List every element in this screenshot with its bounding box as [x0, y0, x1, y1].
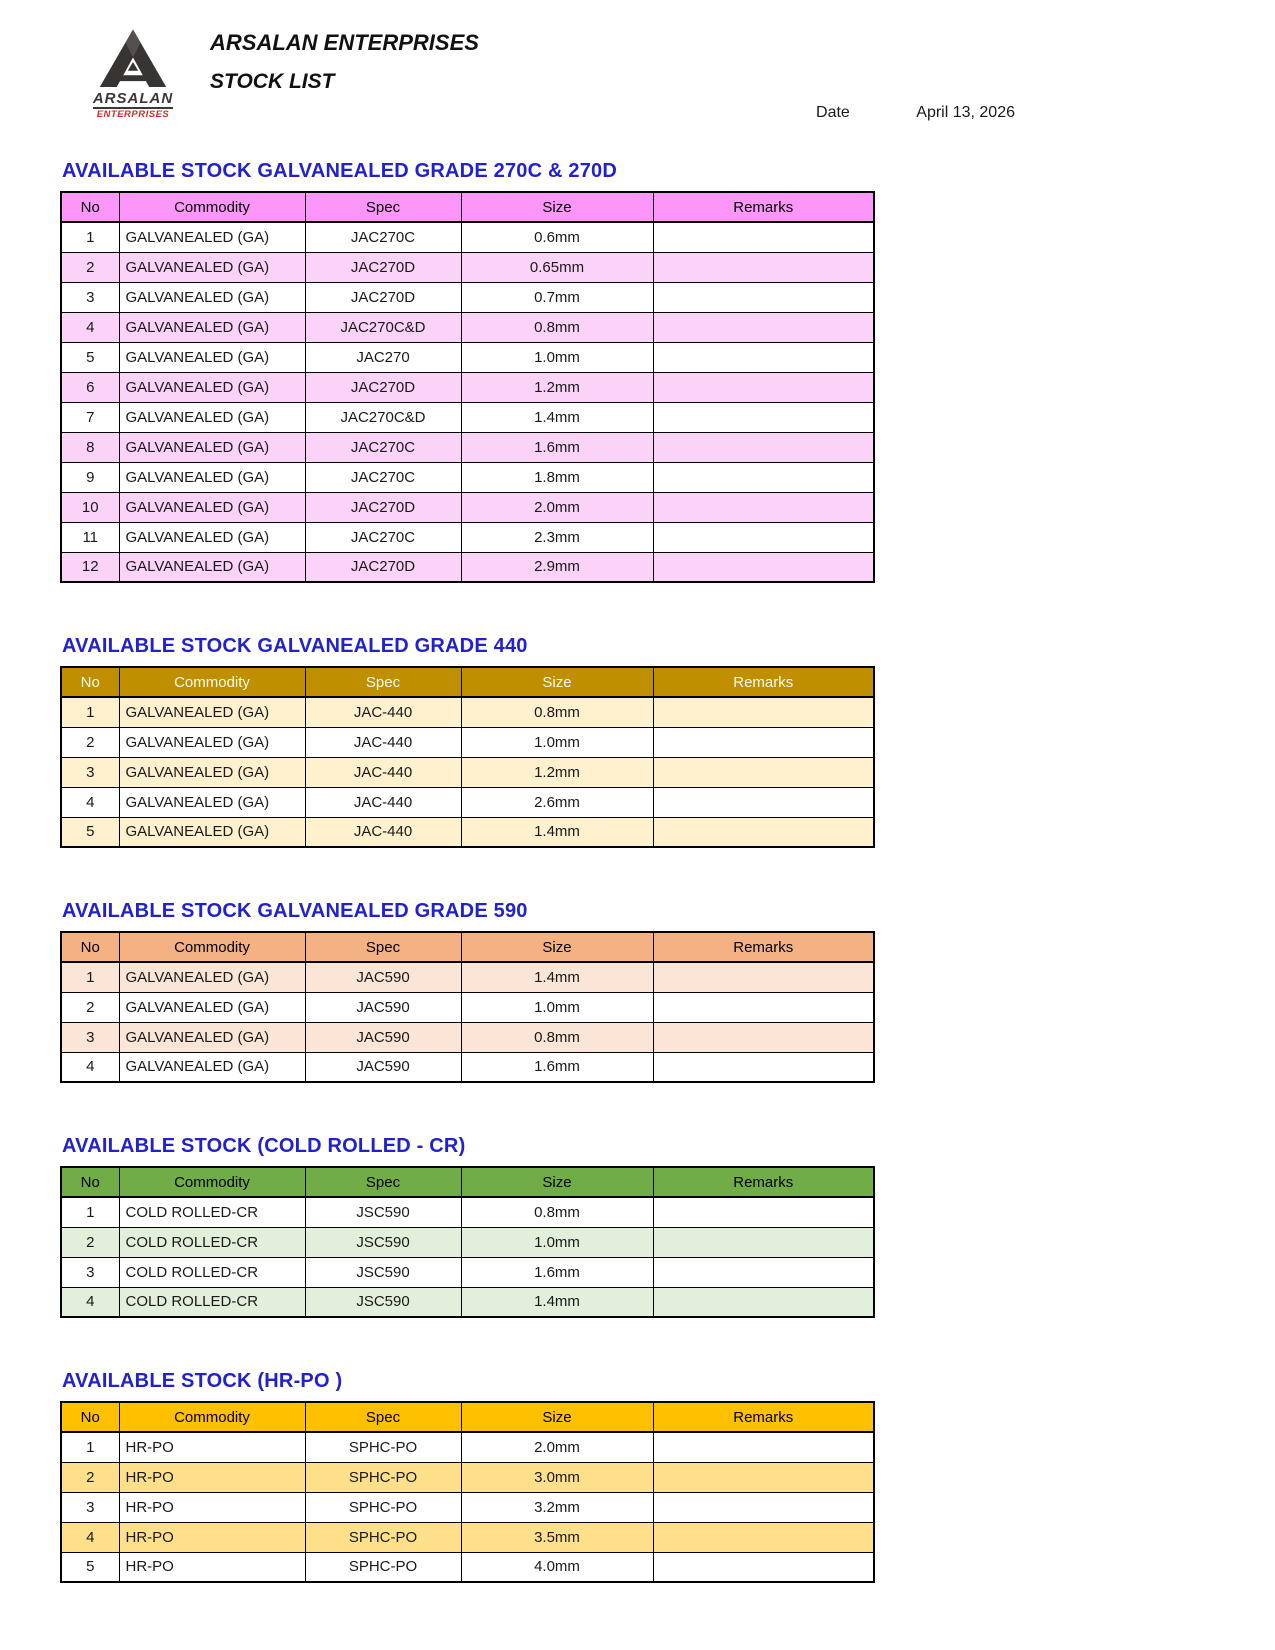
cell-size: 1.8mm	[461, 462, 653, 492]
column-header-remarks: Remarks	[653, 667, 874, 697]
section-title: AVAILABLE STOCK (HR-PO )	[62, 1370, 343, 1392]
cell-spec: JSC590	[305, 1287, 461, 1317]
cell-size: 0.8mm	[461, 1022, 653, 1052]
cell-size: 1.4mm	[461, 1287, 653, 1317]
table-row	[61, 787, 874, 817]
logo-brand-sub: ENTERPRISES	[96, 109, 170, 120]
table-row	[61, 342, 874, 372]
cell-no: 1	[61, 962, 119, 992]
cell-no: 5	[61, 1552, 119, 1582]
cell-commodity: COLD ROLLED-CR	[119, 1287, 305, 1317]
cell-size: 1.0mm	[461, 1227, 653, 1257]
table-row	[61, 252, 874, 282]
cell-spec: SPHC-PO	[305, 1462, 461, 1492]
cell-size: 1.4mm	[461, 402, 653, 432]
stock-section	[60, 635, 1215, 848]
column-header-commodity: Commodity	[119, 932, 305, 962]
cell-commodity: HR-PO	[119, 1492, 305, 1522]
column-header-size: Size	[461, 667, 653, 697]
cell-no: 1	[61, 222, 119, 252]
cell-no: 4	[61, 1052, 119, 1082]
cell-remarks	[653, 522, 874, 552]
cell-size: 2.6mm	[461, 787, 653, 817]
cell-remarks	[653, 1552, 874, 1582]
cell-commodity: GALVANEALED (GA)	[119, 372, 305, 402]
cell-size: 3.5mm	[461, 1522, 653, 1552]
column-header-remarks: Remarks	[653, 1167, 874, 1197]
cell-commodity: COLD ROLLED-CR	[119, 1257, 305, 1287]
doc-title: STOCK LIST	[210, 70, 335, 93]
cell-commodity: GALVANEALED (GA)	[119, 222, 305, 252]
cell-size: 1.0mm	[461, 992, 653, 1022]
cell-size: 1.4mm	[461, 817, 653, 847]
cell-spec: JAC590	[305, 1022, 461, 1052]
table-row	[61, 727, 874, 757]
logo-brand: ARSALAN	[92, 90, 174, 107]
cell-spec: JAC270D	[305, 492, 461, 522]
cell-remarks	[653, 1022, 874, 1052]
cell-remarks	[653, 1522, 874, 1552]
cell-commodity: HR-PO	[119, 1552, 305, 1582]
cell-size: 0.6mm	[461, 222, 653, 252]
column-header-remarks: Remarks	[653, 192, 874, 222]
cell-remarks	[653, 222, 874, 252]
column-header-no: No	[61, 192, 119, 222]
cell-spec: JAC270C	[305, 462, 461, 492]
cell-no: 1	[61, 697, 119, 727]
section-title: AVAILABLE STOCK (COLD ROLLED - CR)	[62, 1135, 466, 1157]
cell-no: 5	[61, 342, 119, 372]
cell-commodity: GALVANEALED (GA)	[119, 552, 305, 582]
table-row	[61, 372, 874, 402]
cell-size: 3.2mm	[461, 1492, 653, 1522]
column-header-no: No	[61, 1167, 119, 1197]
cell-spec: SPHC-PO	[305, 1492, 461, 1522]
table-row	[61, 1022, 874, 1052]
stock-section	[60, 900, 1215, 1083]
cell-spec: JAC-440	[305, 757, 461, 787]
cell-spec: JAC270C	[305, 522, 461, 552]
cell-no: 3	[61, 1022, 119, 1052]
column-header-remarks: Remarks	[653, 932, 874, 962]
cell-remarks	[653, 372, 874, 402]
cell-no: 3	[61, 1492, 119, 1522]
column-header-spec: Spec	[305, 1402, 461, 1432]
date-row	[816, 104, 1015, 122]
cell-remarks	[653, 697, 874, 727]
column-header-commodity: Commodity	[119, 1167, 305, 1197]
cell-commodity: HR-PO	[119, 1522, 305, 1552]
table-row	[61, 1257, 874, 1287]
cell-spec: JAC-440	[305, 787, 461, 817]
cell-spec: JAC270C	[305, 222, 461, 252]
table-row	[61, 1197, 874, 1227]
cell-size: 0.8mm	[461, 697, 653, 727]
table-row	[61, 1227, 874, 1257]
cell-remarks	[653, 312, 874, 342]
cell-size: 1.6mm	[461, 432, 653, 462]
cell-commodity: GALVANEALED (GA)	[119, 522, 305, 552]
cell-commodity: GALVANEALED (GA)	[119, 282, 305, 312]
column-header-size: Size	[461, 192, 653, 222]
date-value: April 13, 2026	[916, 104, 1015, 121]
cell-size: 2.3mm	[461, 522, 653, 552]
table-row	[61, 552, 874, 582]
cell-commodity: HR-PO	[119, 1462, 305, 1492]
cell-spec: JAC270	[305, 342, 461, 372]
cell-no: 1	[61, 1432, 119, 1462]
table-row	[61, 1522, 874, 1552]
column-header-size: Size	[461, 1167, 653, 1197]
cell-no: 4	[61, 1522, 119, 1552]
cell-no: 2	[61, 1462, 119, 1492]
stock-table	[60, 931, 875, 1083]
table-row	[61, 697, 874, 727]
table-row	[61, 1492, 874, 1522]
stock-table	[60, 1401, 875, 1583]
cell-spec: JAC-440	[305, 727, 461, 757]
cell-remarks	[653, 1257, 874, 1287]
cell-commodity: GALVANEALED (GA)	[119, 402, 305, 432]
column-header-spec: Spec	[305, 932, 461, 962]
table-row	[61, 222, 874, 252]
cell-spec: JAC270D	[305, 372, 461, 402]
column-header-spec: Spec	[305, 1167, 461, 1197]
table-row	[61, 282, 874, 312]
column-header-no: No	[61, 667, 119, 697]
cell-no: 4	[61, 312, 119, 342]
title-block	[210, 30, 479, 94]
cell-no: 2	[61, 252, 119, 282]
cell-no: 10	[61, 492, 119, 522]
table-row	[61, 757, 874, 787]
stock-section	[60, 1135, 1215, 1318]
header-row	[61, 1167, 874, 1197]
stock-table	[60, 666, 875, 848]
cell-no: 9	[61, 462, 119, 492]
column-header-size: Size	[461, 932, 653, 962]
cell-commodity: HR-PO	[119, 1432, 305, 1462]
cell-remarks	[653, 492, 874, 522]
cell-remarks	[653, 787, 874, 817]
cell-remarks	[653, 462, 874, 492]
cell-spec: JAC270D	[305, 252, 461, 282]
table-row	[61, 522, 874, 552]
cell-commodity: GALVANEALED (GA)	[119, 342, 305, 372]
cell-spec: SPHC-PO	[305, 1522, 461, 1552]
cell-remarks	[653, 962, 874, 992]
date-label: Date	[816, 104, 850, 121]
company-logo	[88, 28, 178, 121]
cell-size: 1.0mm	[461, 342, 653, 372]
table-row	[61, 1432, 874, 1462]
section-title: AVAILABLE STOCK GALVANEALED GRADE 590	[62, 900, 528, 922]
column-header-spec: Spec	[305, 667, 461, 697]
tables-container	[60, 160, 1215, 1583]
cell-commodity: GALVANEALED (GA)	[119, 727, 305, 757]
cell-remarks	[653, 1227, 874, 1257]
cell-remarks	[653, 1432, 874, 1462]
column-header-remarks: Remarks	[653, 1402, 874, 1432]
cell-no: 2	[61, 1227, 119, 1257]
cell-spec: JSC590	[305, 1197, 461, 1227]
cell-spec: SPHC-PO	[305, 1432, 461, 1462]
cell-no: 11	[61, 522, 119, 552]
cell-no: 4	[61, 787, 119, 817]
cell-remarks	[653, 402, 874, 432]
cell-remarks	[653, 727, 874, 757]
cell-size: 0.8mm	[461, 312, 653, 342]
cell-size: 2.9mm	[461, 552, 653, 582]
cell-no: 2	[61, 727, 119, 757]
cell-spec: JAC590	[305, 1052, 461, 1082]
cell-no: 3	[61, 282, 119, 312]
cell-commodity: GALVANEALED (GA)	[119, 757, 305, 787]
table-row	[61, 1552, 874, 1582]
cell-size: 1.2mm	[461, 372, 653, 402]
header-row	[61, 1402, 874, 1432]
cell-remarks	[653, 1287, 874, 1317]
cell-commodity: GALVANEALED (GA)	[119, 787, 305, 817]
stock-table	[60, 1166, 875, 1318]
cell-remarks	[653, 282, 874, 312]
cell-size: 2.0mm	[461, 1432, 653, 1462]
cell-spec: JAC-440	[305, 817, 461, 847]
cell-size: 0.7mm	[461, 282, 653, 312]
cell-size: 4.0mm	[461, 1552, 653, 1582]
cell-spec: JAC590	[305, 962, 461, 992]
table-row	[61, 312, 874, 342]
cell-commodity: GALVANEALED (GA)	[119, 1022, 305, 1052]
cell-spec: JAC270C&D	[305, 312, 461, 342]
cell-no: 5	[61, 817, 119, 847]
cell-remarks	[653, 1052, 874, 1082]
cell-no: 3	[61, 757, 119, 787]
cell-size: 1.2mm	[461, 757, 653, 787]
cell-commodity: GALVANEALED (GA)	[119, 1052, 305, 1082]
table-row	[61, 962, 874, 992]
cell-size: 3.0mm	[461, 1462, 653, 1492]
table-row	[61, 462, 874, 492]
cell-size: 2.0mm	[461, 492, 653, 522]
cell-commodity: GALVANEALED (GA)	[119, 252, 305, 282]
cell-commodity: GALVANEALED (GA)	[119, 312, 305, 342]
cell-size: 1.0mm	[461, 727, 653, 757]
header-row	[61, 192, 874, 222]
cell-no: 3	[61, 1257, 119, 1287]
cell-no: 7	[61, 402, 119, 432]
header-row	[61, 667, 874, 697]
cell-spec: JAC-440	[305, 697, 461, 727]
cell-spec: JAC270D	[305, 282, 461, 312]
cell-commodity: GALVANEALED (GA)	[119, 962, 305, 992]
cell-spec: JSC590	[305, 1227, 461, 1257]
section-title: AVAILABLE STOCK GALVANEALED GRADE 270C & 270D	[62, 160, 618, 182]
cell-no: 12	[61, 552, 119, 582]
cell-size: 1.4mm	[461, 962, 653, 992]
cell-size: 0.65mm	[461, 252, 653, 282]
table-row	[61, 492, 874, 522]
column-header-no: No	[61, 1402, 119, 1432]
cell-remarks	[653, 757, 874, 787]
cell-no: 8	[61, 432, 119, 462]
cell-size: 1.6mm	[461, 1257, 653, 1287]
cell-size: 1.6mm	[461, 1052, 653, 1082]
cell-size: 0.8mm	[461, 1197, 653, 1227]
cell-commodity: GALVANEALED (GA)	[119, 697, 305, 727]
column-header-commodity: Commodity	[119, 667, 305, 697]
logo-mark-icon	[88, 28, 178, 90]
section-title: AVAILABLE STOCK GALVANEALED GRADE 440	[62, 635, 528, 657]
cell-remarks	[653, 817, 874, 847]
cell-remarks	[653, 342, 874, 372]
cell-spec: JAC270D	[305, 552, 461, 582]
cell-remarks	[653, 1492, 874, 1522]
cell-commodity: COLD ROLLED-CR	[119, 1197, 305, 1227]
column-header-spec: Spec	[305, 192, 461, 222]
cell-commodity: GALVANEALED (GA)	[119, 462, 305, 492]
column-header-commodity: Commodity	[119, 1402, 305, 1432]
cell-no: 2	[61, 992, 119, 1022]
cell-no: 1	[61, 1197, 119, 1227]
stock-section	[60, 160, 1215, 583]
column-header-no: No	[61, 932, 119, 962]
stock-section	[60, 1370, 1215, 1583]
table-row	[61, 402, 874, 432]
table-row	[61, 992, 874, 1022]
cell-spec: JAC270C	[305, 432, 461, 462]
cell-remarks	[653, 992, 874, 1022]
cell-remarks	[653, 252, 874, 282]
table-row	[61, 817, 874, 847]
cell-remarks	[653, 1462, 874, 1492]
cell-commodity: GALVANEALED (GA)	[119, 817, 305, 847]
cell-commodity: GALVANEALED (GA)	[119, 432, 305, 462]
cell-spec: JAC590	[305, 992, 461, 1022]
column-header-commodity: Commodity	[119, 192, 305, 222]
cell-no: 4	[61, 1287, 119, 1317]
table-row	[61, 1462, 874, 1492]
header-row	[61, 932, 874, 962]
cell-commodity: GALVANEALED (GA)	[119, 492, 305, 522]
document-header	[60, 26, 1215, 154]
cell-spec: JAC270C&D	[305, 402, 461, 432]
company-name: ARSALAN ENTERPRISES	[210, 30, 479, 55]
cell-spec: SPHC-PO	[305, 1552, 461, 1582]
cell-commodity: COLD ROLLED-CR	[119, 1227, 305, 1257]
table-row	[61, 1052, 874, 1082]
stock-table	[60, 191, 875, 583]
cell-spec: JSC590	[305, 1257, 461, 1287]
table-row	[61, 1287, 874, 1317]
cell-commodity: GALVANEALED (GA)	[119, 992, 305, 1022]
cell-remarks	[653, 432, 874, 462]
table-row	[61, 432, 874, 462]
column-header-size: Size	[461, 1402, 653, 1432]
cell-no: 6	[61, 372, 119, 402]
cell-remarks	[653, 1197, 874, 1227]
cell-remarks	[653, 552, 874, 582]
